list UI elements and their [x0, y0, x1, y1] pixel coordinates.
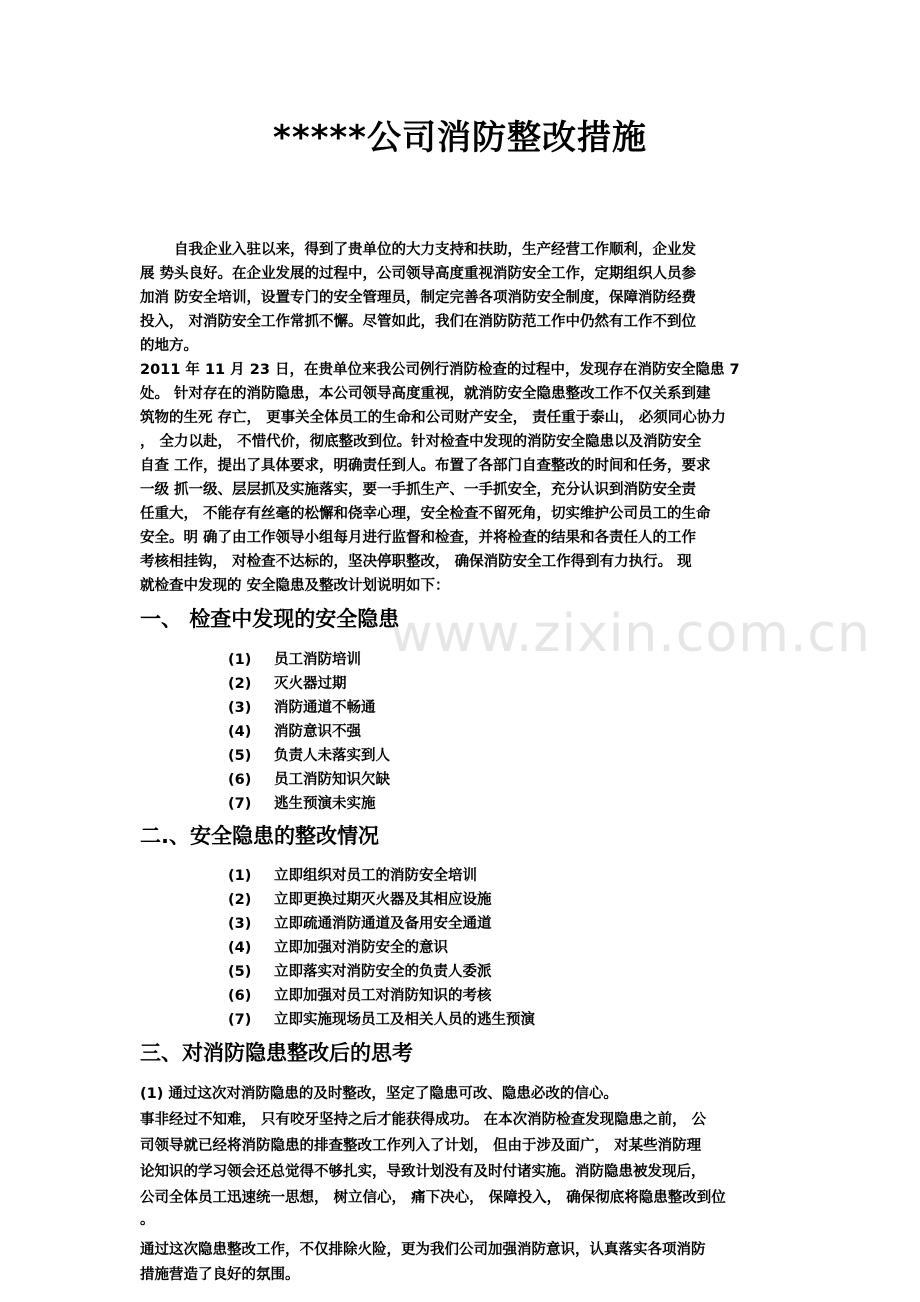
section3-heading: 三、对消防隐患整改后的思考: [140, 1041, 413, 1065]
item-number: (1): [228, 652, 252, 668]
section1-heading: 一、 检查中发现的安全隐患: [140, 607, 400, 631]
item-number: (4): [228, 940, 252, 956]
item-text: 立即实施现场员工及相关人员的逃生预演: [274, 1012, 535, 1028]
intro-line: ， 全力以赴， 不惜代价，彻底整改到位。针对检查中发现的消防安全隐患以及消防安全: [140, 434, 702, 450]
item-number: (2): [228, 892, 252, 908]
paragraph-line: (1) 通过这次对消防隐患的及时整改，坚定了隐患可改、隐患必改的信心。: [140, 1086, 618, 1102]
list-item: [228, 888, 492, 909]
paragraph-line: 论知识的学习领会还总觉得不够扎实，导致计划没有及时付诸实施。消防隐患被发现后，: [140, 1164, 706, 1180]
paragraph-line: 公司全体员工迅速统一思想， 树立信心， 痛下决心， 保障投入， 确保彻底将隐患整改到位: [140, 1190, 726, 1206]
item-text: 员工消防培训: [274, 652, 361, 668]
intro-line: 自查 工作，提出了具体要求，明确责任到人。布置了各部门自查整改的时间和任务，要求: [140, 458, 711, 474]
item-number: (7): [228, 796, 252, 812]
item-text: 员工消防知识欠缺: [274, 772, 390, 788]
item-text: 立即加强对消防安全的意识: [274, 940, 448, 956]
paragraph-line: 。: [140, 1212, 155, 1228]
paragraph-line: 事非经过不知难， 只有咬牙坚持之后才能获得成功。 在本次消防检查发现隐患之前， 公: [140, 1112, 707, 1128]
intro-line: 投入， 对消防安全工作常抓不懈。尽管如此，我们在消防防范工作中仍然有工作不到位: [140, 314, 697, 330]
intro-line: 考核相挂钩， 对检查不达标的，坚决停职整改， 确保消防安全工作得到有力执行。 现: [140, 554, 692, 570]
intro-line: 就检查中发现的 安全隐患及整改计划说明如下：: [140, 578, 450, 594]
item-number: (1): [228, 868, 252, 884]
item-text: 立即疏通消防通道及备用安全通道: [274, 916, 492, 932]
intro-line: 自我企业入驻以来，得到了贵单位的大力支持和扶助，生产经营工作顺利，企业发: [174, 242, 696, 258]
list-item: [228, 936, 448, 957]
paragraph-line: 通过这次隐患整改工作，不仅排除火险，更为我们公司加强消防意识，认真落实各项消防: [140, 1242, 706, 1258]
intro-line: 筑物的生死 存亡， 更事关全体员工的生命和公司财产安全， 责任重于泰山， 必须同心协力: [140, 410, 726, 426]
item-text: 立即更换过期灭火器及其相应设施: [274, 892, 492, 908]
item-text: 消防意识不强: [274, 724, 361, 740]
item-text: 立即组织对员工的消防安全培训: [274, 868, 477, 884]
item-text: 消防通道不畅通: [274, 700, 376, 716]
list-item: [228, 696, 376, 717]
list-item: [228, 648, 361, 669]
paragraph-line: 司领导就已经将消防隐患的排查整改工作列入了计划， 但由于涉及面广， 对某些消防理: [140, 1138, 702, 1154]
list-item: [228, 744, 390, 765]
list-item: [228, 864, 477, 885]
intro-line: 的地方。: [140, 338, 198, 354]
item-number: (5): [228, 964, 252, 980]
intro-line: 加消 防安全培训，设置专门的安全管理员，制定完善各项消防安全制度，保障消防经费: [140, 290, 697, 306]
item-text: 灭火器过期: [274, 676, 347, 692]
list-item: [228, 768, 390, 789]
item-number: (7): [228, 1012, 252, 1028]
list-item: [228, 1008, 535, 1029]
intro-line: 一级 抓一级、层层抓及实施落实，要一手抓生产、一手抓安全，充分认识到消防安全责: [140, 482, 697, 498]
intro-line: 2011 年 11 月 23 日，在贵单位来我公司例行消防检查的过程中，发现存在消防安全隐患 7: [140, 362, 740, 378]
list-item: [228, 792, 376, 813]
watermark: www.zixin.com.cn: [390, 604, 871, 664]
list-item: [228, 672, 347, 693]
item-text: 负责人未落实到人: [274, 748, 390, 764]
item-number: (5): [228, 748, 252, 764]
list-item: [228, 912, 492, 933]
item-text: 立即落实对消防安全的负责人委派: [274, 964, 492, 980]
list-item: [228, 960, 492, 981]
intro-line: 展 势头良好。在企业发展的过程中，公司领导高度重视消防安全工作，定期组织人员参: [140, 266, 697, 282]
paragraph-line: 措施营造了良好的氛围。: [140, 1267, 300, 1283]
document-title: *****公司消防整改措施: [273, 118, 647, 158]
list-item: [228, 984, 492, 1005]
item-number: (4): [228, 724, 252, 740]
item-text: 立即加强对员工对消防知识的考核: [274, 988, 492, 1004]
item-number: (6): [228, 988, 252, 1004]
item-text: 逃生预演未实施: [274, 796, 376, 812]
intro-line: 处。 针对存在的消防隐患，本公司领导高度重视，就消防安全隐患整改工作不仅关系到建: [140, 386, 711, 402]
intro-line: 安全。明 确了由工作领导小组每月进行监督和检查，并将检查的结果和各责任人的工作: [140, 530, 697, 546]
item-number: (3): [228, 700, 252, 716]
intro-line: 任重大， 不能存有丝毫的松懈和侥幸心理，安全检查不留死角，切实维护公司员工的生命: [140, 506, 711, 522]
item-number: (6): [228, 772, 252, 788]
item-number: (2): [228, 676, 252, 692]
list-item: [228, 720, 361, 741]
section2-heading: 二.、安全隐患的整改情况: [140, 824, 379, 848]
item-number: (3): [228, 916, 252, 932]
